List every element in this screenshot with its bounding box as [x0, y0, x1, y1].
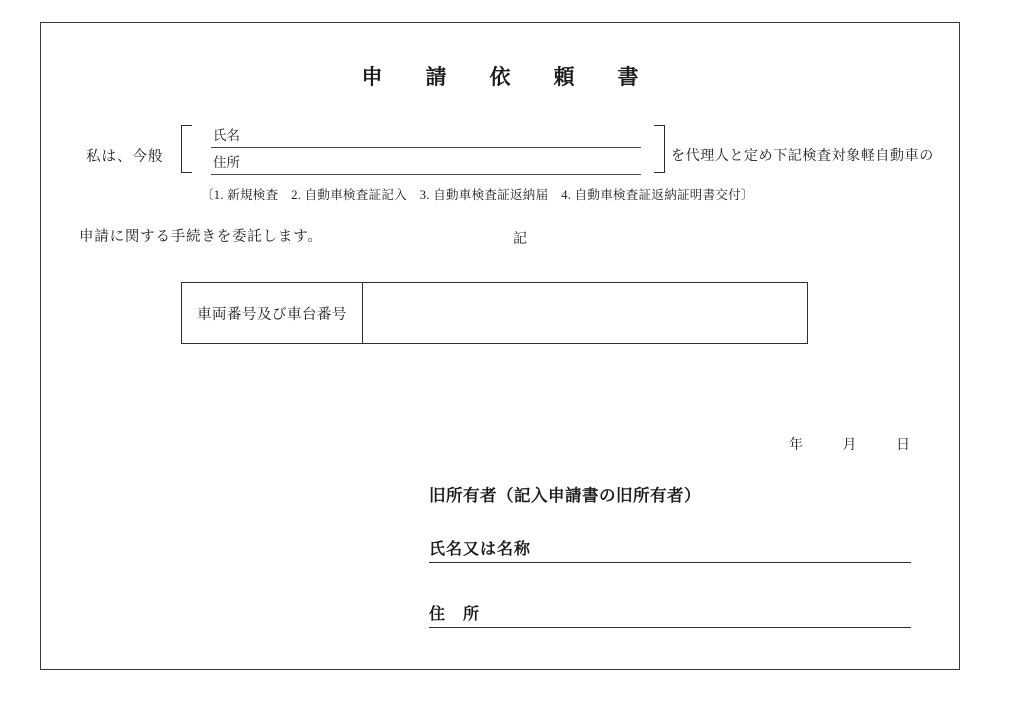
ki-marker: 記: [513, 232, 527, 247]
agent-fields: [211, 121, 641, 175]
owner-address-row[interactable]: [429, 601, 911, 628]
date-month-label: 月: [842, 438, 858, 453]
date-year-label: 年: [789, 438, 804, 453]
form-page: [40, 22, 960, 670]
vehicle-table: [181, 282, 808, 344]
application-type-options: 〔1. 新規検査 2. 自動車検査証記入 3. 自動車検査証返納届 4. 自動車検査証返納証明書交付〕: [201, 188, 754, 202]
bracket-left-icon: [181, 125, 195, 173]
vehicle-table-wrapper: [41, 282, 959, 344]
owner-section-heading: 旧所有者（記入申請書の旧所有者）: [429, 486, 701, 505]
commitment-text: 申請に関する手続きを委託します。: [79, 229, 323, 245]
agent-name-label: 氏名: [213, 128, 240, 143]
owner-name-row[interactable]: [429, 536, 911, 563]
table-row: [182, 283, 808, 344]
delegation-clause: [41, 121, 959, 183]
agent-address-label: 住所: [213, 155, 240, 170]
vehicle-number-input[interactable]: [363, 283, 808, 344]
clause-tail-text: を代理人と定め下記検査対象軽自動車の: [671, 149, 934, 164]
vehicle-number-label: 車両番号及び車台番号: [182, 283, 363, 344]
owner-address-label: 住 所: [429, 606, 481, 623]
owner-name-label: 氏名又は名称: [429, 541, 532, 558]
agent-name-row[interactable]: [211, 121, 641, 148]
clause-lead-text: 私は、今般: [86, 149, 164, 165]
agent-address-row[interactable]: [211, 148, 641, 175]
bracket-group: [181, 121, 651, 179]
date-line: [41, 434, 959, 454]
date-day-label: 日: [896, 438, 911, 453]
page-title: 申 請 依 頼 書: [361, 65, 650, 89]
bracket-right-icon: [651, 125, 665, 173]
